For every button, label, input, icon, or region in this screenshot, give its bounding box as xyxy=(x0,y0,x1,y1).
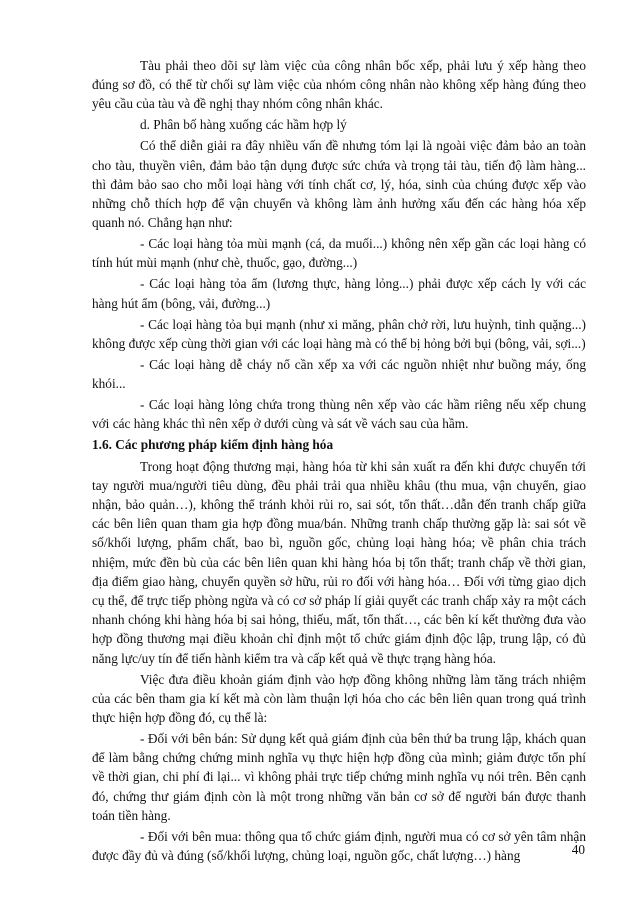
subsection-heading: d. Phân bố hàng xuống các hầm hợp lý xyxy=(140,117,347,133)
section-heading: 1.6. Các phương pháp kiểm định hàng hóa xyxy=(92,437,334,453)
list-item: - Đối với bên mua: thông qua tổ chức giám định, người mua có cơ sở yên tâm nhận được đầy đủ và đúng (số/khối lượng, chủng loại, nguồn gốc, chất lượng…) hàng xyxy=(92,828,586,864)
list-item: - Các loại hàng tỏa mùi mạnh (cá, da muối...) không nên xếp gần các loại hàng có tính hút mùi mạnh (như chè, thuốc, gạo, đường...) xyxy=(92,236,586,271)
list-item: - Các loại hàng dễ cháy nổ cần xếp xa với các nguồn nhiệt như buồng máy, ống khói... xyxy=(92,356,586,392)
list-item: - Các loại hàng tỏa ẩm (lương thực, hàng lỏng...) phải được xếp cách ly với các hàng hút ẩm (bông, vải, đường...) xyxy=(92,276,586,311)
document-page xyxy=(92,56,586,867)
paragraph: Có thể diễn giải ra đây nhiều vấn đề nhưng tóm lại là ngoài việc đảm bảo an toàn cho tàu, thuyền viên, đảm bảo tận dụng được sức chứa và trọng tải tàu, tiến độ làm hàng... thì đảm bảo sao cho mỗi loại hàng với tính chất cơ, lý, hóa, sinh của chúng được xếp vào những chỗ thích hợp để vận chuyển và không làm ảnh hưởng xấu đến các hàng hóa xếp quanh nó. Chẳng hạn như: xyxy=(92,138,586,231)
list-item: - Đối với bên bán: Sử dụng kết quả giám định của bên thứ ba trung lập, khách quan để làm bằng chứng chứng minh nghĩa vụ thực hiện hợp đồng của mình; giảm được tổn phí về thời gian, chi phí đi lại... vì không phải trực tiếp chứng minh nghĩa vụ nói trên. Bên cạnh đó, chứng thư giám định còn là một trong những văn bản cơ sở để người bán được thanh toán tiền hàng. xyxy=(92,731,586,823)
list-item: - Các loại hàng tỏa bụi mạnh (như xi măng, phân chở rời, lưu huỳnh, tinh quặng...) không được xếp cùng thời gian với các loại hàng mà có thể bị hỏng bởi bụi (bông, vải, sợi...) xyxy=(92,316,586,351)
page-number: 40 xyxy=(571,842,585,857)
paragraph: Trong hoạt động thương mại, hàng hóa từ khi sản xuất ra đến khi được chuyển tới tay người mua/người tiêu dùng, đều phải trải qua nhiều khâu (thu mua, vận chuyển, giao nhận, bảo quản…), không thể tránh khỏi rủi ro, sai sót, tổn thất…dẫn đến tranh chấp giữa các bên liên quan tham gia hợp đồng mua/bán. Những tranh chấp thường gặp là: sai sót về số/khối lượng, phẩm chất, bao bì, nguồn gốc, chủng loại hàng hóa; về phân chia trách nhiệm, mức đền bù của các bên liên quan khi hàng hóa bị tổn thất; tranh chấp về thời gian, địa điểm giao hàng, chuyển quyền sở hữu, rủi ro đối với hàng hóa… Đối với từng giao dịch cụ thể, để trực tiếp phòng ngừa và có cơ sở pháp lí giải quyết các tranh chấp xảy ra một cách nhanh chóng khi hàng hóa bị sai hỏng, thiếu, mất, tổn thất…, các bên kí kết thường đưa vào hợp đồng thương mại điều khoản chỉ định một tổ chức giám định độc lập, trung lập, có đủ năng lực/uy tín để tiến hành kiểm tra và cấp kết quả về thực trạng hàng hóa. xyxy=(92,458,586,666)
paragraph: Việc đưa điều khoản giám định vào hợp đồng không những làm tăng trách nhiệm của các bên tham gia kí kết mà còn làm thuận lợi hóa cho các bên liên quan trong quá trình thực hiện hợp đồng đó, cụ thể là: xyxy=(92,671,586,726)
list-item: - Các loại hàng lỏng chứa trong thùng nên xếp vào các hầm riêng nếu xếp chung với các hàng khác thì nên xếp ở dưới cùng và sát về vách sau của hầm. xyxy=(92,397,586,432)
paragraph: Tàu phải theo dõi sự làm việc của công nhân bốc xếp, phải lưu ý xếp hàng theo đúng sơ đồ, có thể từ chối sự làm việc của nhóm công nhân nào không xếp hàng đúng theo yêu cầu của tàu và đề nghị thay nhóm công nhân khác. xyxy=(92,58,586,112)
